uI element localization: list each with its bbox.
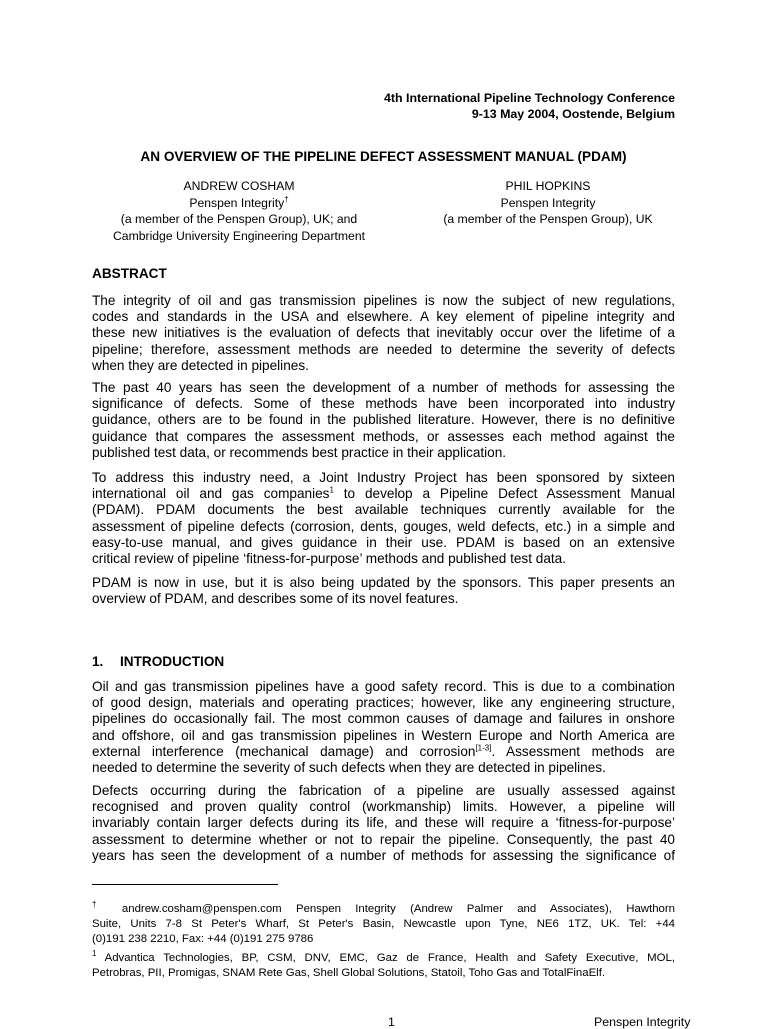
author-name: PHIL HOPKINS	[505, 179, 591, 193]
section-title: INTRODUCTION	[120, 654, 225, 669]
conference-header	[384, 90, 675, 122]
citation-ref[interactable]: [1-3]	[475, 743, 492, 753]
text-line: $^1$ Advantica Technologies, BP, CSM, DNV, EMC, Gaz de France, Health and Safety Executive, MOL,	[92, 949, 675, 964]
footnote-dagger	[92, 902, 675, 947]
text-line: published test data, or recommends best practice in their application.	[92, 444, 507, 460]
conference-name: 4th International Pipeline Technology Conference	[384, 91, 675, 105]
introduction-paragraph-2	[92, 783, 675, 864]
footnote-mark: †	[92, 900, 108, 910]
text-line: significance of defects. Some of these methods have been incorporated into industry	[92, 396, 675, 412]
text-line: of good design, materials and operating practices; however, like any engineering structure,	[92, 695, 675, 711]
text-line: (0)191 238 2210, Fax: +44 (0)191 275 9786	[92, 933, 314, 945]
footnote-1	[92, 951, 675, 981]
text-line: needed to determine the severity of such defects when they are detected in pipelines.	[92, 759, 606, 775]
author-block-cosham	[96, 178, 382, 244]
text-line: overview of PDAM, and describes some of its novel features.	[92, 591, 459, 607]
text-line: Petrobras, PII, Promigas, SNAM Rete Gas, Shell Global Solutions, Statoil, Toho Gas and TotalFinaElf.	[92, 967, 606, 979]
text-line: Suite, Units 7-8 St Peter's Wharf, St Peter's Basin, Newcastle upon Tyne, NE6 1TZ, UK. Tel: +44	[92, 918, 675, 930]
text-line: invariably contain larger defects during its life, and these will require a ‘fitness-for-purpose’	[92, 815, 675, 831]
text-line: The integrity of oil and gas transmission pipelines is now the subject of new regulations,	[92, 293, 675, 308]
text-line: assessment to determine whether or not to repair the pipeline. Consequently, the past 40	[92, 831, 675, 847]
text-line: when they are detected in pipelines.	[92, 357, 309, 373]
footnote-ref-1[interactable]: 1	[329, 485, 334, 495]
text-line: PDAM is now in use, but it is also being updated by the sponsors. This paper presents an	[92, 575, 675, 590]
text-line: critical review of pipeline ‘fitness-for-purpose’ methods and published test data.	[92, 550, 567, 566]
author-affiliation: Penspen Integrity	[500, 195, 596, 210]
footer-organization: Penspen Integrity	[594, 1015, 691, 1029]
introduction-paragraph-1	[92, 679, 675, 776]
text-line: years has seen the development of a number of methods for assessing the significance of	[92, 847, 675, 863]
text-line: pipelines do occasionally fail. The most common causes of damage and failures in onshore	[92, 711, 675, 727]
text-line: codes and standards in the USA and elsewhere. A key element of pipeline integrity and	[92, 309, 675, 325]
text-line: assessment of pipeline defects (corrosion, dents, gouges, weld defects, etc.) in a simple and	[92, 518, 675, 534]
text-line: recognised and proven quality control (workmanship) limits. However, a pipeline will	[92, 799, 675, 815]
author-affiliation: Penspen Integrity†	[189, 194, 289, 210]
text-line: easy-to-use manual, and gives guidance in their use. PDAM is based on an extensive	[92, 534, 675, 550]
text-line: Defects occurring during the fabrication of a pipeline are usually assessed against	[92, 783, 675, 798]
abstract-paragraph-3	[92, 470, 675, 567]
text-line: guidance, others are to be found in the published literature. However, there is no definitive	[92, 412, 675, 428]
introduction-heading	[92, 654, 224, 669]
text-line: To address this industry need, a Joint Industry Project has been sponsored by sixteen	[92, 470, 675, 485]
text-line: guidance that compares the assessment methods, or assesses each method against the	[92, 428, 675, 444]
author-affiliation-line: Cambridge University Engineering Department	[113, 228, 365, 243]
text-line: pipeline; therefore, assessment methods are needed to determine the severity of defects	[92, 341, 675, 357]
text-line: external interference (mechanical damage) and corrosion[1-3]. Assessment methods are	[92, 743, 675, 759]
author-affiliation-line: (a member of the Penspen Group), UK; and	[120, 212, 358, 226]
author-name: ANDREW COSHAM	[183, 179, 295, 193]
page-number: 1	[388, 1015, 395, 1029]
footnote-mark: 1	[92, 949, 97, 959]
text-line: † andrew.cosham@penspen.com Penspen Integrity (Andrew Palmer and Associates), Hawthorn	[92, 900, 675, 915]
text-line: international oil and gas companies$^1$ to develop a Pipeline Defect Assessment Manual	[92, 485, 675, 502]
footnote-divider	[92, 884, 278, 885]
abstract-paragraph-1	[92, 293, 675, 374]
text-line: The past 40 years has seen the development of a number of methods for assessing the	[92, 380, 675, 395]
text-line: and offshore, oil and gas transmission pipelines in Western Europe and North America are	[92, 727, 675, 743]
author-affiliation-line: (a member of the Penspen Group), UK	[443, 212, 653, 226]
affiliation-footnote-mark[interactable]: †	[284, 194, 289, 204]
section-number: 1.	[92, 654, 104, 669]
author-block-hopkins	[412, 178, 684, 228]
text-line: (PDAM). PDAM documents the best available techniques currently available for the	[92, 502, 675, 518]
abstract-paragraph-4	[92, 575, 675, 607]
abstract-heading: ABSTRACT	[92, 266, 167, 281]
abstract-paragraph-2	[92, 380, 675, 461]
text-line: these new initiatives is the evaluation of defects that inevitably occur over the lifetime of a	[92, 325, 675, 341]
text-line: Oil and gas transmission pipelines have a good safety record. This is due to a combination	[92, 679, 675, 694]
conference-date-place: 9-13 May 2004, Oostende, Belgium	[471, 107, 675, 121]
paper-title: AN OVERVIEW OF THE PIPELINE DEFECT ASSESSMENT MANUAL (PDAM)	[140, 149, 627, 164]
